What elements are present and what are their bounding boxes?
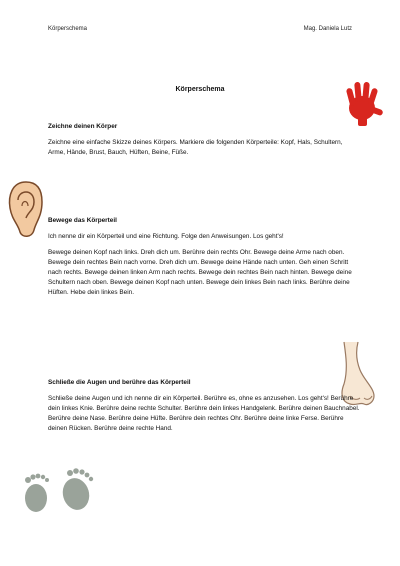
red-handprint-icon	[340, 78, 384, 128]
footprints-icon	[18, 466, 104, 520]
section-draw-body	[48, 122, 360, 164]
header-left: Körperschema	[48, 26, 88, 32]
section-heading: Schließe die Augen und berühre das Körperteil	[48, 379, 191, 386]
section-close-eyes-touch	[48, 378, 360, 440]
header-right: Mag. Daniela Lutz	[303, 26, 352, 32]
section-heading: Zeichne deinen Körper	[48, 123, 118, 130]
ear-icon	[6, 180, 46, 238]
section-move-body-part	[48, 216, 360, 304]
page-title: Körperschema	[175, 86, 225, 93]
section-paragraph: Bewege deinen Kopf nach links. Dreh dich um. Berühre dein rechts Ohr. Bewege deine Arme nach oben. Bewege dein rechtes Bein nach vorne. Dreh dich um. Bewege deine Hände nach unten. Geh einen Schritt nach rechts. Bewege deinen linken Arm nach rechts. Bewege dein rechtes Bein nach hinten. Bewege deine Schultern nach oben. Bewege deinen Kopf nach unten. Bewege dein linkes Bein nach links. Berühre deine Hüften. Hebe dein linkes Bein.	[48, 249, 352, 296]
section-paragraph: Zeichne eine einfache Skizze deines Körpers. Markiere die folgenden Körperteile: Kopf, Hals, Schultern, Arme, Hände, Brust, Bauch, Hüften, Beine, Füße.	[48, 139, 343, 156]
section-heading: Bewege das Körperteil	[48, 217, 117, 224]
section-paragraph: Ich nenne dir ein Körperteil und eine Richtung. Folge den Anweisungen. Los geht's!	[48, 233, 284, 240]
section-paragraph: Schließe deine Augen und ich nenne dir ein Körperteil. Berühre es, ohne es anzusehen. Los geht's! Berühre dein linkes Knie. Berühre deine rechte Schulter. Berühre dein linkes Handgelenk. Berühre deinen Bauchnabel. Berühre deine Nase. Berühre deine Hüfte. Berühre dein rechtes Ohr. Berühre deine linke Ferse. Berühre deinen Rücken. Berühre deine rechte Hand.	[48, 395, 360, 432]
